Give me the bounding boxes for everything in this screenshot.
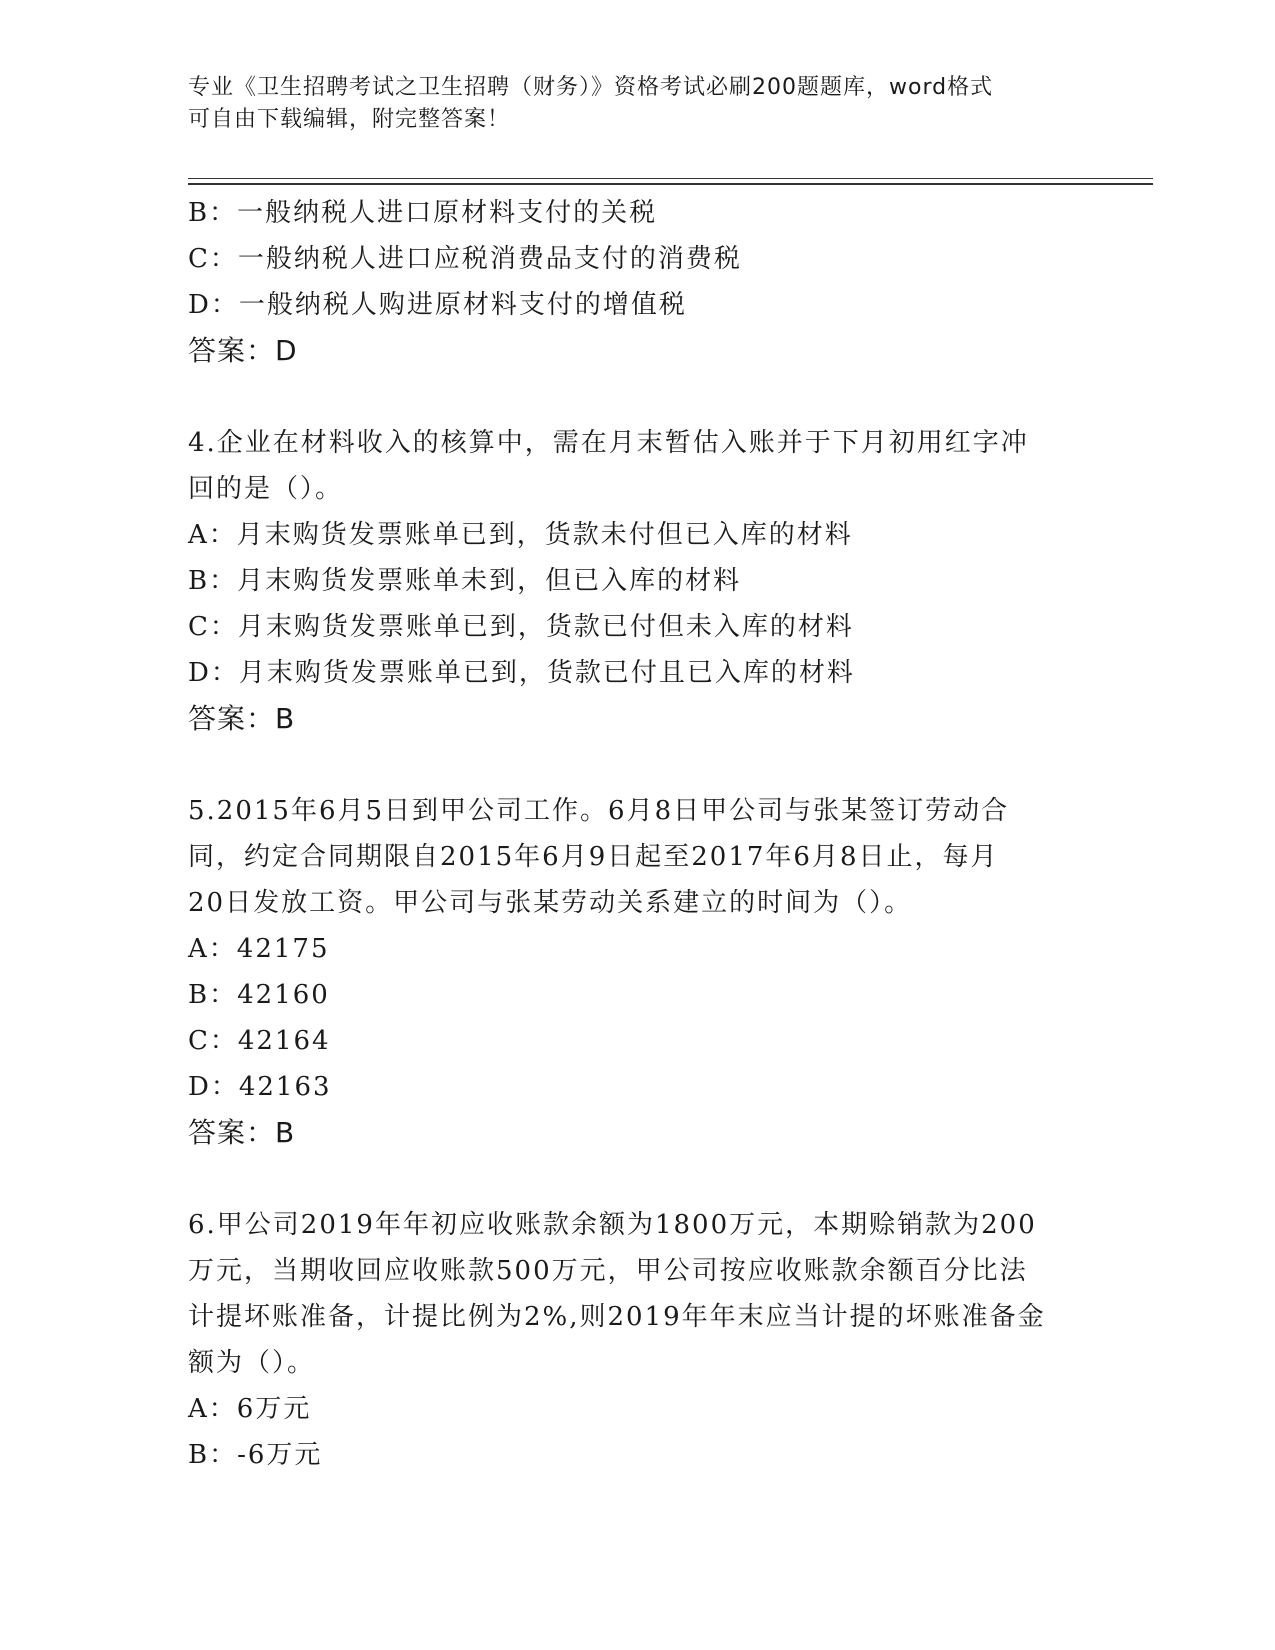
- option-a: A：42175: [188, 934, 330, 964]
- spacer: [188, 374, 1088, 420]
- header-divider-thick: [188, 183, 1153, 185]
- answer: 答案：B: [188, 702, 296, 735]
- header-title-line-1: 专业《卫生招聘考试之卫生招聘（财务）》资格考试必刷200题题库，word格式: [188, 75, 994, 100]
- option-b: B：一般纳税人进口原材料支付的关税: [188, 198, 658, 228]
- question-stem-line: 万元，当期收回应收账款500万元，甲公司按应收账款余额百分比法: [188, 1256, 1028, 1286]
- question-stem-line: 计提坏账准备，计提比例为2%,则2019年年末应当计提的坏账准备金: [188, 1302, 1046, 1332]
- option-c: C：一般纳税人进口应税消费品支付的消费税: [188, 244, 742, 274]
- header-divider-thin: [188, 178, 1153, 179]
- document-header: [188, 72, 1088, 136]
- option-a: A：月末购货发票账单已到，货款未付但已入库的材料: [188, 520, 853, 550]
- answer: 答案：B: [188, 1116, 296, 1149]
- option-c: C：42164: [188, 1026, 331, 1056]
- question-4: [188, 420, 1088, 742]
- question-list: [188, 190, 1088, 1478]
- option-b: B：-6万元: [188, 1440, 323, 1470]
- option-d: D：42163: [188, 1072, 332, 1102]
- option-d: D：一般纳税人购进原材料支付的增值税: [188, 290, 687, 320]
- question-stem-line: 20日发放工资。甲公司与张某劳动关系建立的时间为（）。: [188, 888, 913, 918]
- spacer: [188, 742, 1088, 788]
- question-stem-line: 回的是（）。: [188, 474, 344, 504]
- question-stem-line: 同，约定合同期限自2015年6月9日起至2017年6月8日止，每月: [188, 842, 999, 872]
- question-stem-line: 5.2015年6月5日到甲公司工作。6月8日甲公司与张某签订劳动合: [188, 796, 1010, 826]
- option-b: B：42160: [188, 980, 330, 1010]
- spacer: [188, 1156, 1088, 1202]
- question-stem-line: 4.企业在材料收入的核算中，需在月末暂估入账并于下月初用红字冲: [188, 428, 1029, 458]
- question-3: [188, 190, 1088, 374]
- option-c: C：月末购货发票账单已到，货款已付但未入库的材料: [188, 612, 854, 642]
- header-title-line-2: 可自由下载编辑，附完整答案！: [188, 107, 511, 132]
- question-stem-line: 额为（）。: [188, 1348, 316, 1378]
- option-a: A：6万元: [188, 1394, 312, 1424]
- answer: 答案：D: [188, 334, 298, 367]
- option-d: D：月末购货发票账单已到，货款已付且已入库的材料: [188, 658, 855, 688]
- question-6: [188, 1202, 1088, 1478]
- question-5: [188, 788, 1088, 1156]
- question-stem-line: 6.甲公司2019年年初应收账款余额为1800万元，本期赊销款为200: [188, 1210, 1037, 1240]
- option-b: B：月末购货发票账单未到，但已入库的材料: [188, 566, 742, 596]
